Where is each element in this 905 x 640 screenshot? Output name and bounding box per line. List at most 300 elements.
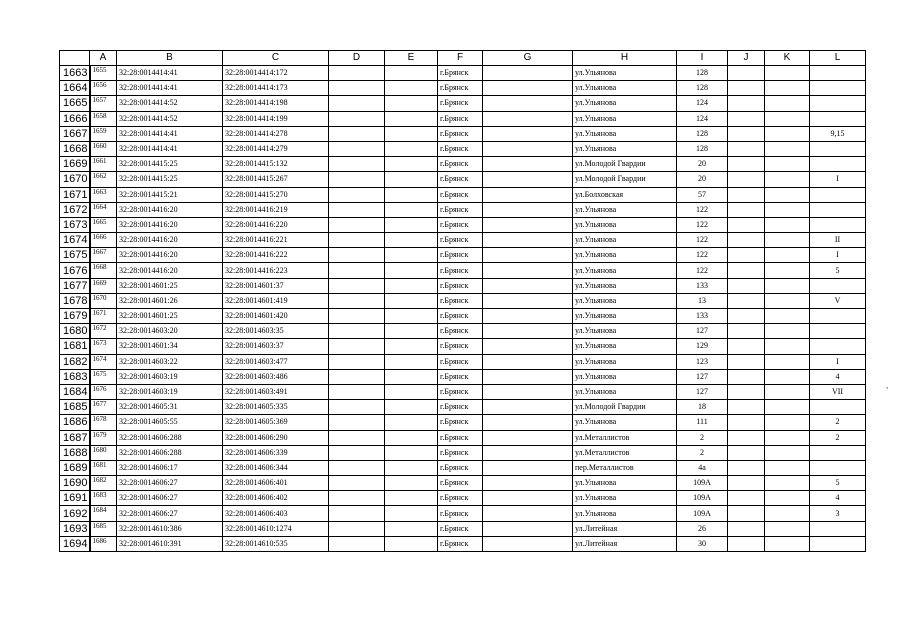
cell-d[interactable] (329, 536, 385, 551)
cell-e[interactable] (385, 126, 438, 141)
cell-b[interactable]: 32:28:0014603:19 (117, 384, 223, 399)
cell-f[interactable]: г.Брянск (438, 536, 483, 551)
cell-k[interactable] (765, 309, 810, 324)
cell-d[interactable] (329, 248, 385, 263)
cell-e[interactable] (385, 141, 438, 156)
cell-e[interactable] (385, 491, 438, 506)
cell-l[interactable] (810, 400, 866, 415)
row-number[interactable]: 1693 (60, 521, 90, 536)
cell-k[interactable] (765, 339, 810, 354)
cell-g[interactable] (483, 81, 573, 96)
cell-d[interactable] (329, 506, 385, 521)
cell-e[interactable] (385, 278, 438, 293)
cell-h[interactable]: ул.Литейная (573, 536, 677, 551)
cell-f[interactable]: г.Брянск (438, 278, 483, 293)
cell-f[interactable]: г.Брянск (438, 263, 483, 278)
cell-b[interactable]: 32:28:0014605:31 (117, 400, 223, 415)
cell-j[interactable] (728, 126, 765, 141)
cell-h[interactable]: ул.Ульянова (573, 263, 677, 278)
cell-a[interactable]: 1669 (90, 278, 117, 293)
cell-l[interactable] (810, 217, 866, 232)
cell-l[interactable]: 5 (810, 476, 866, 491)
cell-e[interactable] (385, 415, 438, 430)
cell-d[interactable] (329, 96, 385, 111)
cell-b[interactable]: 32:28:0014603:19 (117, 369, 223, 384)
cell-b[interactable]: 32:28:0014414:52 (117, 111, 223, 126)
cell-j[interactable] (728, 141, 765, 156)
cell-b[interactable]: 32:28:0014610:391 (117, 536, 223, 551)
cell-c[interactable]: 32:28:0014416:223 (223, 263, 329, 278)
cell-a[interactable]: 1663 (90, 187, 117, 202)
cell-j[interactable] (728, 96, 765, 111)
cell-g[interactable] (483, 445, 573, 460)
cell-l[interactable] (810, 460, 866, 475)
cell-l[interactable]: II (810, 233, 866, 248)
cell-k[interactable] (765, 141, 810, 156)
cell-i[interactable]: 2 (677, 430, 728, 445)
cell-k[interactable] (765, 96, 810, 111)
row-number[interactable]: 1681 (60, 339, 90, 354)
cell-f[interactable]: г.Брянск (438, 369, 483, 384)
cell-e[interactable] (385, 96, 438, 111)
cell-f[interactable]: г.Брянск (438, 111, 483, 126)
cell-i[interactable]: 109А (677, 476, 728, 491)
row-number[interactable]: 1678 (60, 293, 90, 308)
cell-b[interactable]: 32:28:0014415:21 (117, 187, 223, 202)
cell-g[interactable] (483, 506, 573, 521)
cell-j[interactable] (728, 111, 765, 126)
cell-b[interactable]: 32:28:0014414:41 (117, 66, 223, 81)
cell-k[interactable] (765, 476, 810, 491)
cell-k[interactable] (765, 187, 810, 202)
cell-b[interactable]: 32:28:0014416:20 (117, 248, 223, 263)
cell-d[interactable] (329, 217, 385, 232)
cell-j[interactable] (728, 354, 765, 369)
cell-b[interactable]: 32:28:0014416:20 (117, 202, 223, 217)
cell-d[interactable] (329, 445, 385, 460)
row-number[interactable]: 1663 (60, 66, 90, 81)
cell-d[interactable] (329, 126, 385, 141)
cell-g[interactable] (483, 354, 573, 369)
cell-b[interactable]: 32:28:0014606:27 (117, 476, 223, 491)
cell-j[interactable] (728, 66, 765, 81)
cell-d[interactable] (329, 233, 385, 248)
cell-i[interactable]: 128 (677, 126, 728, 141)
cell-d[interactable] (329, 293, 385, 308)
column-header-j[interactable]: J (728, 51, 765, 66)
cell-a[interactable]: 1665 (90, 217, 117, 232)
cell-j[interactable] (728, 309, 765, 324)
cell-l[interactable] (810, 81, 866, 96)
cell-h[interactable]: ул.Металлистов (573, 445, 677, 460)
cell-b[interactable]: 32:28:0014605:55 (117, 415, 223, 430)
cell-l[interactable] (810, 157, 866, 172)
cell-g[interactable] (483, 248, 573, 263)
cell-c[interactable]: 32:28:0014415:132 (223, 157, 329, 172)
cell-k[interactable] (765, 491, 810, 506)
cell-f[interactable]: г.Брянск (438, 506, 483, 521)
cell-c[interactable]: 32:28:0014601:420 (223, 309, 329, 324)
cell-k[interactable] (765, 217, 810, 232)
cell-l[interactable]: I (810, 248, 866, 263)
row-number[interactable]: 1689 (60, 460, 90, 475)
cell-d[interactable] (329, 309, 385, 324)
row-number[interactable]: 1684 (60, 384, 90, 399)
cell-l[interactable]: 4 (810, 491, 866, 506)
cell-c[interactable]: 32:28:0014606:339 (223, 445, 329, 460)
cell-j[interactable] (728, 157, 765, 172)
cell-k[interactable] (765, 521, 810, 536)
row-number[interactable]: 1670 (60, 172, 90, 187)
cell-e[interactable] (385, 248, 438, 263)
cell-e[interactable] (385, 460, 438, 475)
cell-d[interactable] (329, 157, 385, 172)
cell-j[interactable] (728, 278, 765, 293)
cell-b[interactable]: 32:28:0014601:26 (117, 293, 223, 308)
cell-l[interactable] (810, 309, 866, 324)
cell-e[interactable] (385, 506, 438, 521)
cell-a[interactable]: 1685 (90, 521, 117, 536)
cell-j[interactable] (728, 81, 765, 96)
cell-i[interactable]: 122 (677, 217, 728, 232)
cell-i[interactable]: 127 (677, 384, 728, 399)
cell-c[interactable]: 32:28:0014605:335 (223, 400, 329, 415)
cell-j[interactable] (728, 202, 765, 217)
cell-a[interactable]: 1681 (90, 460, 117, 475)
cell-b[interactable]: 32:28:0014606:288 (117, 430, 223, 445)
cell-a[interactable]: 1658 (90, 111, 117, 126)
cell-c[interactable]: 32:28:0014601:419 (223, 293, 329, 308)
row-number[interactable]: 1683 (60, 369, 90, 384)
cell-i[interactable]: 133 (677, 309, 728, 324)
cell-l[interactable] (810, 278, 866, 293)
column-header-a[interactable]: A (90, 51, 117, 66)
cell-c[interactable]: 32:28:0014414:279 (223, 141, 329, 156)
cell-b[interactable]: 32:28:0014603:20 (117, 324, 223, 339)
cell-b[interactable]: 32:28:0014416:20 (117, 217, 223, 232)
cell-c[interactable]: 32:28:0014603:37 (223, 339, 329, 354)
cell-j[interactable] (728, 430, 765, 445)
cell-l[interactable]: 4 (810, 369, 866, 384)
cell-j[interactable] (728, 187, 765, 202)
cell-l[interactable]: 2 (810, 415, 866, 430)
cell-f[interactable]: г.Брянск (438, 187, 483, 202)
corner-header[interactable] (60, 51, 90, 66)
cell-a[interactable]: 1666 (90, 233, 117, 248)
cell-k[interactable] (765, 263, 810, 278)
cell-d[interactable] (329, 521, 385, 536)
row-number[interactable]: 1685 (60, 400, 90, 415)
cell-h[interactable]: ул.Ульянова (573, 81, 677, 96)
cell-d[interactable] (329, 354, 385, 369)
row-number[interactable]: 1676 (60, 263, 90, 278)
cell-d[interactable] (329, 460, 385, 475)
cell-i[interactable]: 128 (677, 81, 728, 96)
column-header-i[interactable]: I (677, 51, 728, 66)
cell-h[interactable]: ул.Ульянова (573, 415, 677, 430)
cell-i[interactable]: 30 (677, 536, 728, 551)
cell-g[interactable] (483, 141, 573, 156)
cell-h[interactable]: ул.Ульянова (573, 354, 677, 369)
cell-e[interactable] (385, 445, 438, 460)
cell-l[interactable] (810, 536, 866, 551)
cell-h[interactable]: ул.Литейная (573, 521, 677, 536)
row-number[interactable]: 1674 (60, 233, 90, 248)
cell-g[interactable] (483, 521, 573, 536)
cell-c[interactable]: 32:28:0014610:1274 (223, 521, 329, 536)
cell-g[interactable] (483, 491, 573, 506)
cell-i[interactable]: 122 (677, 202, 728, 217)
cell-h[interactable]: ул.Ульянова (573, 476, 677, 491)
cell-a[interactable]: 1673 (90, 339, 117, 354)
cell-g[interactable] (483, 66, 573, 81)
cell-g[interactable] (483, 187, 573, 202)
cell-h[interactable]: ул.Болховская (573, 187, 677, 202)
cell-c[interactable]: 32:28:0014414:173 (223, 81, 329, 96)
cell-i[interactable]: 20 (677, 172, 728, 187)
cell-d[interactable] (329, 491, 385, 506)
cell-d[interactable] (329, 476, 385, 491)
cell-b[interactable]: 32:28:0014415:25 (117, 157, 223, 172)
cell-d[interactable] (329, 384, 385, 399)
row-number[interactable]: 1666 (60, 111, 90, 126)
cell-e[interactable] (385, 400, 438, 415)
cell-k[interactable] (765, 369, 810, 384)
cell-e[interactable] (385, 263, 438, 278)
cell-l[interactable] (810, 339, 866, 354)
row-number[interactable]: 1668 (60, 141, 90, 156)
cell-j[interactable] (728, 248, 765, 263)
cell-j[interactable] (728, 263, 765, 278)
cell-h[interactable]: ул.Ульянова (573, 141, 677, 156)
column-header-e[interactable]: E (385, 51, 438, 66)
cell-f[interactable]: г.Брянск (438, 126, 483, 141)
cell-h[interactable]: ул.Молодой Гвардии (573, 400, 677, 415)
cell-f[interactable]: г.Брянск (438, 172, 483, 187)
column-header-d[interactable]: D (329, 51, 385, 66)
cell-i[interactable]: 111 (677, 415, 728, 430)
cell-g[interactable] (483, 278, 573, 293)
cell-a[interactable]: 1659 (90, 126, 117, 141)
cell-d[interactable] (329, 339, 385, 354)
cell-a[interactable]: 1667 (90, 248, 117, 263)
cell-g[interactable] (483, 415, 573, 430)
cell-g[interactable] (483, 476, 573, 491)
cell-e[interactable] (385, 66, 438, 81)
cell-i[interactable]: 127 (677, 324, 728, 339)
cell-c[interactable]: 32:28:0014414:278 (223, 126, 329, 141)
row-number[interactable]: 1677 (60, 278, 90, 293)
cell-h[interactable]: ул.Ульянова (573, 233, 677, 248)
cell-a[interactable]: 1655 (90, 66, 117, 81)
cell-j[interactable] (728, 293, 765, 308)
cell-g[interactable] (483, 263, 573, 278)
cell-k[interactable] (765, 354, 810, 369)
cell-k[interactable] (765, 400, 810, 415)
cell-k[interactable] (765, 111, 810, 126)
cell-g[interactable] (483, 460, 573, 475)
cell-k[interactable] (765, 415, 810, 430)
cell-j[interactable] (728, 476, 765, 491)
cell-b[interactable]: 32:28:0014606:27 (117, 506, 223, 521)
cell-g[interactable] (483, 309, 573, 324)
cell-e[interactable] (385, 384, 438, 399)
cell-g[interactable] (483, 157, 573, 172)
cell-e[interactable] (385, 217, 438, 232)
cell-a[interactable]: 1675 (90, 369, 117, 384)
cell-e[interactable] (385, 293, 438, 308)
cell-i[interactable]: 122 (677, 263, 728, 278)
cell-h[interactable]: ул.Ульянова (573, 384, 677, 399)
cell-i[interactable]: 18 (677, 400, 728, 415)
cell-i[interactable]: 2 (677, 445, 728, 460)
cell-c[interactable]: 32:28:0014601:37 (223, 278, 329, 293)
cell-f[interactable]: г.Брянск (438, 324, 483, 339)
cell-i[interactable]: 127 (677, 369, 728, 384)
cell-b[interactable]: 32:28:0014414:41 (117, 126, 223, 141)
cell-d[interactable] (329, 415, 385, 430)
cell-i[interactable]: 109А (677, 491, 728, 506)
cell-i[interactable]: 124 (677, 111, 728, 126)
row-number[interactable]: 1686 (60, 415, 90, 430)
cell-e[interactable] (385, 172, 438, 187)
cell-c[interactable]: 32:28:0014416:221 (223, 233, 329, 248)
cell-i[interactable]: 4а (677, 460, 728, 475)
cell-k[interactable] (765, 248, 810, 263)
cell-e[interactable] (385, 536, 438, 551)
cell-j[interactable] (728, 384, 765, 399)
cell-b[interactable]: 32:28:0014414:52 (117, 96, 223, 111)
cell-g[interactable] (483, 233, 573, 248)
cell-c[interactable]: 32:28:0014606:344 (223, 460, 329, 475)
cell-a[interactable]: 1680 (90, 445, 117, 460)
cell-l[interactable]: I (810, 172, 866, 187)
cell-g[interactable] (483, 324, 573, 339)
cell-h[interactable]: ул.Ульянова (573, 217, 677, 232)
cell-l[interactable]: 2 (810, 430, 866, 445)
cell-i[interactable]: 122 (677, 248, 728, 263)
cell-j[interactable] (728, 415, 765, 430)
cell-a[interactable]: 1679 (90, 430, 117, 445)
row-number[interactable]: 1667 (60, 126, 90, 141)
cell-a[interactable]: 1668 (90, 263, 117, 278)
cell-a[interactable]: 1674 (90, 354, 117, 369)
cell-f[interactable]: г.Брянск (438, 400, 483, 415)
cell-c[interactable]: 32:28:0014414:172 (223, 66, 329, 81)
cell-c[interactable]: 32:28:0014603:491 (223, 384, 329, 399)
cell-g[interactable] (483, 96, 573, 111)
row-number[interactable]: 1692 (60, 506, 90, 521)
cell-i[interactable]: 124 (677, 96, 728, 111)
cell-f[interactable]: г.Брянск (438, 445, 483, 460)
cell-c[interactable]: 32:28:0014416:220 (223, 217, 329, 232)
cell-b[interactable]: 32:28:0014606:288 (117, 445, 223, 460)
cell-e[interactable] (385, 111, 438, 126)
row-number[interactable]: 1691 (60, 491, 90, 506)
cell-f[interactable]: г.Брянск (438, 415, 483, 430)
cell-c[interactable]: 32:28:0014416:219 (223, 202, 329, 217)
cell-f[interactable]: г.Брянск (438, 521, 483, 536)
cell-i[interactable]: 128 (677, 66, 728, 81)
cell-b[interactable]: 32:28:0014606:17 (117, 460, 223, 475)
cell-b[interactable]: 32:28:0014415:25 (117, 172, 223, 187)
cell-f[interactable]: г.Брянск (438, 217, 483, 232)
cell-c[interactable]: 32:28:0014415:267 (223, 172, 329, 187)
cell-j[interactable] (728, 536, 765, 551)
cell-i[interactable]: 57 (677, 187, 728, 202)
cell-d[interactable] (329, 263, 385, 278)
cell-h[interactable]: ул.Ульянова (573, 293, 677, 308)
column-header-h[interactable]: H (573, 51, 677, 66)
cell-d[interactable] (329, 187, 385, 202)
cell-c[interactable]: 32:28:0014603:35 (223, 324, 329, 339)
cell-l[interactable]: 5 (810, 263, 866, 278)
cell-g[interactable] (483, 430, 573, 445)
cell-k[interactable] (765, 460, 810, 475)
column-header-k[interactable]: K (765, 51, 810, 66)
cell-k[interactable] (765, 278, 810, 293)
cell-d[interactable] (329, 66, 385, 81)
cell-e[interactable] (385, 369, 438, 384)
cell-c[interactable]: 32:28:0014610:535 (223, 536, 329, 551)
cell-l[interactable] (810, 445, 866, 460)
cell-a[interactable]: 1677 (90, 400, 117, 415)
cell-f[interactable]: г.Брянск (438, 309, 483, 324)
cell-j[interactable] (728, 339, 765, 354)
cell-j[interactable] (728, 460, 765, 475)
cell-i[interactable]: 20 (677, 157, 728, 172)
row-number[interactable]: 1664 (60, 81, 90, 96)
cell-a[interactable]: 1664 (90, 202, 117, 217)
cell-i[interactable]: 133 (677, 278, 728, 293)
row-number[interactable]: 1673 (60, 217, 90, 232)
cell-b[interactable]: 32:28:0014414:41 (117, 81, 223, 96)
cell-b[interactable]: 32:28:0014416:20 (117, 263, 223, 278)
cell-g[interactable] (483, 293, 573, 308)
row-number[interactable]: 1680 (60, 324, 90, 339)
cell-c[interactable]: 32:28:0014415:270 (223, 187, 329, 202)
cell-h[interactable]: ул.Ульянова (573, 111, 677, 126)
cell-l[interactable] (810, 96, 866, 111)
cell-h[interactable]: ул.Молодой Гвардии (573, 157, 677, 172)
cell-f[interactable]: г.Брянск (438, 354, 483, 369)
cell-f[interactable]: г.Брянск (438, 430, 483, 445)
cell-e[interactable] (385, 309, 438, 324)
column-header-b[interactable]: B (117, 51, 223, 66)
cell-i[interactable]: 129 (677, 339, 728, 354)
cell-k[interactable] (765, 81, 810, 96)
cell-a[interactable]: 1670 (90, 293, 117, 308)
cell-f[interactable]: г.Брянск (438, 96, 483, 111)
cell-h[interactable]: ул.Ульянова (573, 248, 677, 263)
cell-c[interactable]: 32:28:0014606:402 (223, 491, 329, 506)
cell-a[interactable]: 1656 (90, 81, 117, 96)
cell-j[interactable] (728, 491, 765, 506)
cell-f[interactable]: г.Брянск (438, 476, 483, 491)
cell-j[interactable] (728, 324, 765, 339)
cell-f[interactable]: г.Брянск (438, 202, 483, 217)
cell-f[interactable]: г.Брянск (438, 157, 483, 172)
cell-h[interactable]: ул.Ульянова (573, 96, 677, 111)
cell-b[interactable]: 32:28:0014414:41 (117, 141, 223, 156)
cell-a[interactable]: 1684 (90, 506, 117, 521)
cell-l[interactable]: VII (810, 384, 866, 399)
cell-h[interactable]: пер.Металлистов (573, 460, 677, 475)
cell-d[interactable] (329, 202, 385, 217)
cell-l[interactable]: 3 (810, 506, 866, 521)
cell-k[interactable] (765, 126, 810, 141)
cell-g[interactable] (483, 126, 573, 141)
